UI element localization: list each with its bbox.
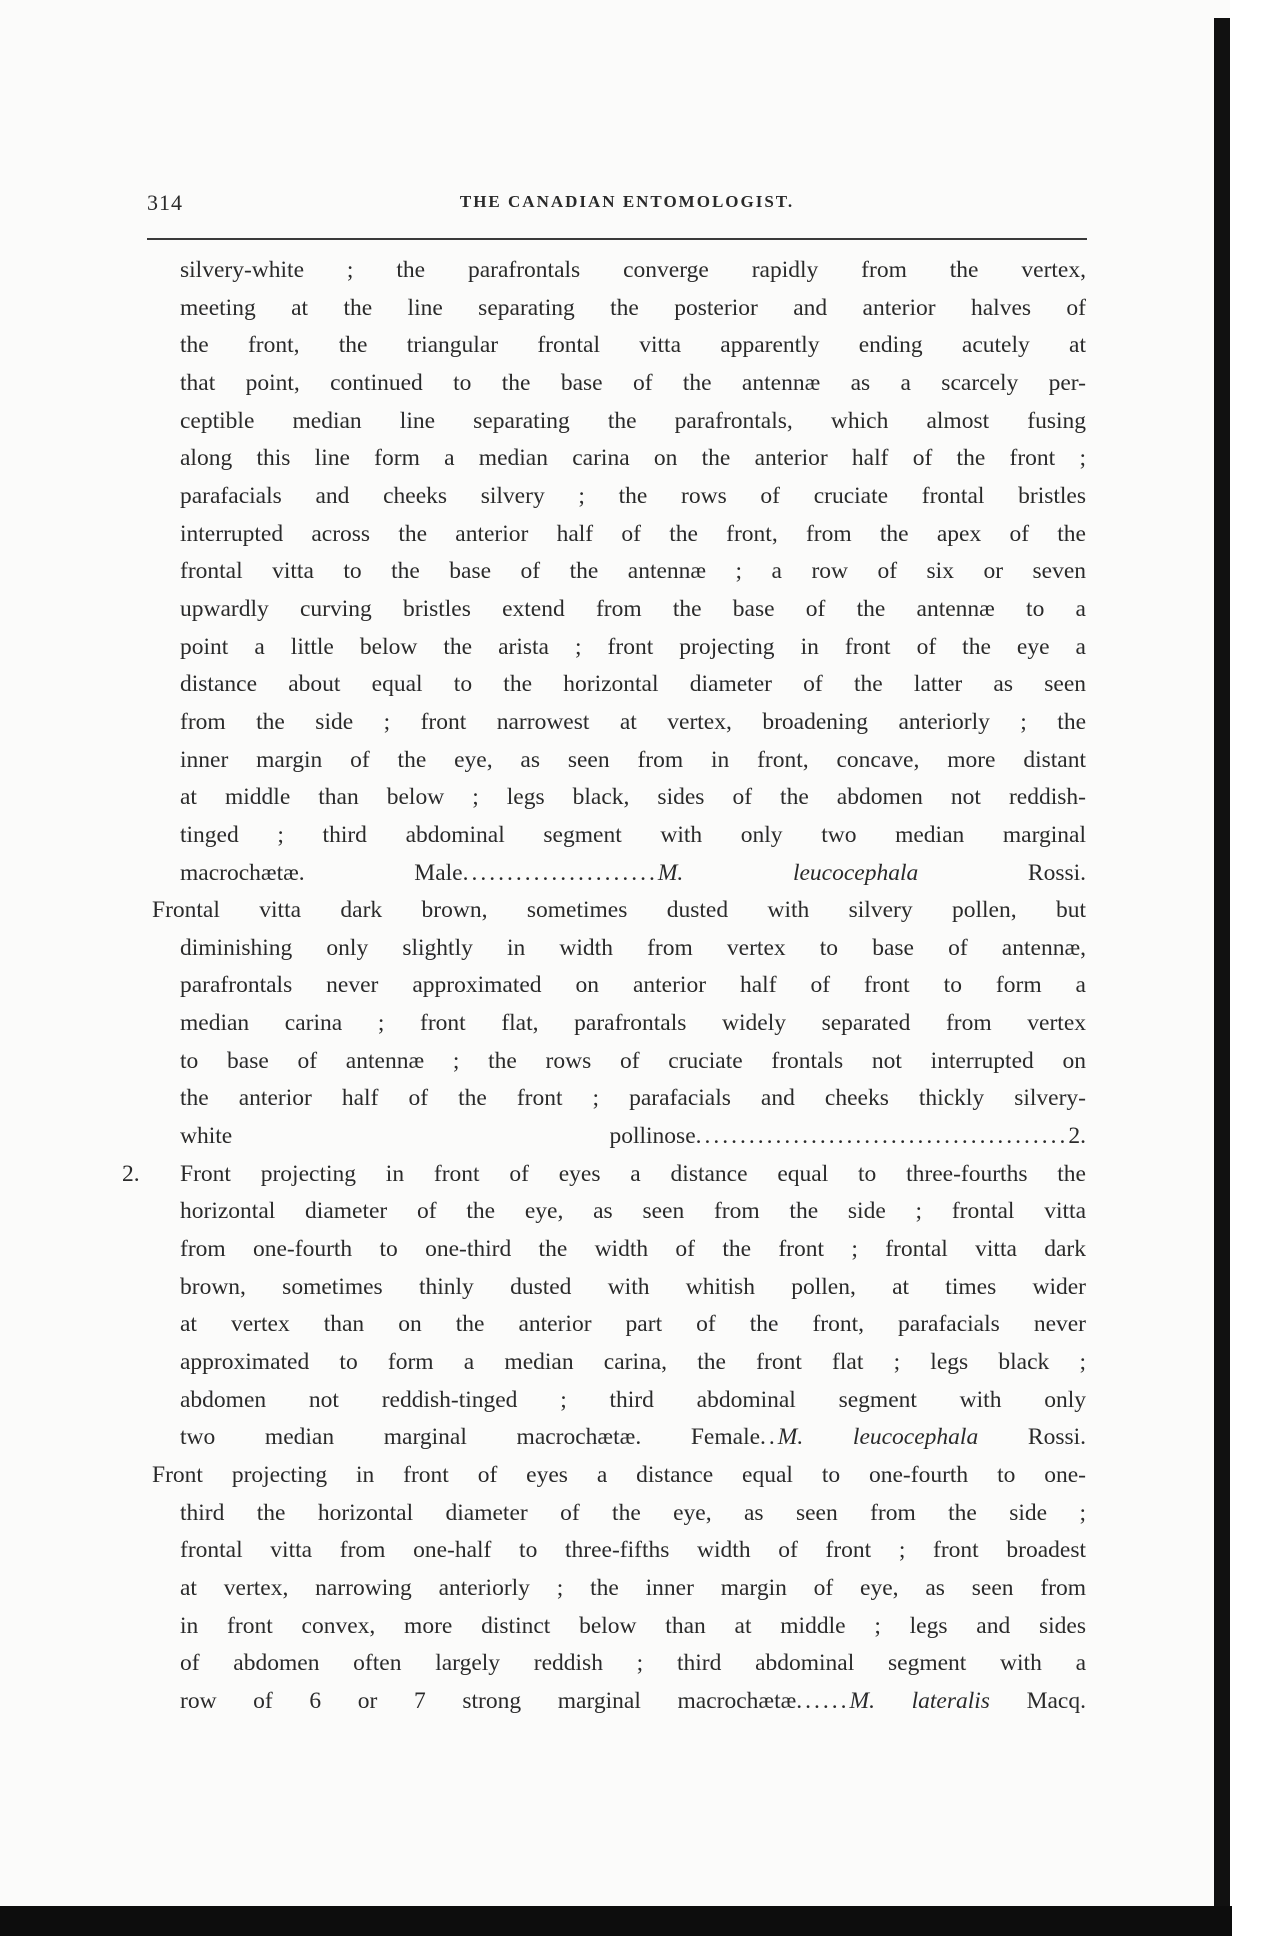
- text-line: frontal vitta from one-half to three-fifths width of front ; front broadest: [180, 1537, 1086, 1564]
- text-line: Frontal vitta dark brown, sometimes dusted with silvery pollen, but: [152, 897, 1086, 924]
- text-line: tinged ; third abdominal segment with only two median marginal: [180, 821, 1086, 848]
- page-header: [147, 190, 1087, 220]
- text-line: horizontal diameter of the eye, as seen from the side ; frontal vitta: [180, 1198, 1086, 1225]
- running-title: THE CANADIAN ENTOMOLOGIST.: [459, 192, 795, 211]
- page-edge-shadow: [1214, 18, 1230, 1908]
- header-rule: [147, 238, 1087, 240]
- text-line-final: [180, 1118, 1086, 1156]
- key-couplet-numbered: [122, 1156, 1087, 1457]
- text-line: meeting at the line separating the posterior and anterior halves of: [180, 294, 1086, 321]
- text-line: inner margin of the eye, as seen from in front, concave, more distant: [180, 746, 1086, 773]
- species-name: M. leucocephala: [777, 1424, 979, 1451]
- body-text: [122, 252, 1087, 1721]
- text-line: of abdomen often largely reddish ; third abdominal segment with a: [180, 1650, 1086, 1677]
- text-line: brown, sometimes thinly dusted with whitish pollen, at times wider: [180, 1273, 1086, 1300]
- dot-leader: ..: [760, 1424, 778, 1451]
- line-text: white pollinose: [180, 1123, 696, 1150]
- text-line: upwardly curving bristles extend from the base of the antennæ to a: [180, 595, 1086, 622]
- species-author: Rossi.: [1027, 1424, 1087, 1451]
- text-line: Front projecting in front of eyes a distance equal to three-fourths the: [180, 1160, 1086, 1187]
- text-line: that point, continued to the base of the antennæ as a scarcely per-: [180, 369, 1086, 396]
- dot-leader: ......: [796, 1687, 850, 1714]
- text-line: silvery-white ; the parafrontals converge rapidly from the vertex,: [180, 257, 1086, 283]
- key-couplet: [152, 1457, 1086, 1721]
- couplet-number: 2.: [122, 1160, 140, 1187]
- dot-leader: ..........................................: [695, 1123, 1069, 1150]
- text-line: point a little below the arista ; front projecting in front of the eye a: [180, 633, 1086, 660]
- line-text: two median marginal macrochætæ. Female: [180, 1424, 761, 1451]
- text-line-final: [180, 1683, 1086, 1721]
- text-line: along this line form a median carina on the anterior half of the front ;: [180, 445, 1086, 472]
- text-line: at vertex than on the anterior part of the front, parafacials never: [180, 1311, 1086, 1338]
- species-author: Macq.: [1026, 1687, 1086, 1714]
- text-line-final: [180, 855, 1086, 893]
- dot-leader: ......................: [462, 859, 658, 886]
- text-line: parafacials and cheeks silvery ; the rows of cruciate frontal bristles: [180, 482, 1086, 509]
- text-line: at middle than below ; legs black, sides of the abdomen not reddish-: [180, 784, 1086, 811]
- line-text: row of 6 or 7 strong marginal macrochætæ: [180, 1687, 797, 1714]
- text-line: the front, the triangular frontal vitta apparently ending acutely at: [180, 332, 1086, 359]
- key-couplet: [152, 892, 1086, 1156]
- scan-margin: [1230, 0, 1288, 1936]
- text-line: third the horizontal diameter of the eye, as seen from the side ;: [180, 1499, 1086, 1526]
- text-line: the anterior half of the front ; parafacials and cheeks thickly silvery-: [180, 1085, 1086, 1112]
- text-line: interrupted across the anterior half of the front, from the apex of the: [180, 520, 1086, 547]
- key-reference: 2.: [1068, 1123, 1086, 1150]
- text-line: to base of antennæ ; the rows of cruciate frontals not interrupted on: [180, 1047, 1086, 1074]
- text-line: from the side ; front narrowest at vertex, broadening anteriorly ; the: [180, 708, 1086, 735]
- text-line-final: [180, 1419, 1086, 1457]
- text-line: distance about equal to the horizontal diameter of the latter as seen: [180, 671, 1086, 698]
- text-line: abdomen not reddish-tinged ; third abdominal segment with only: [180, 1386, 1086, 1413]
- text-line: diminishing only slightly in width from vertex to base of antennæ,: [180, 934, 1086, 961]
- text-line: in front convex, more distinct below than at middle ; legs and sides: [180, 1612, 1086, 1639]
- species-name: M. leucocephala: [657, 859, 919, 886]
- text-line: at vertex, narrowing anteriorly ; the inner margin of eye, as seen from: [180, 1574, 1086, 1601]
- line-text: macrochætæ. Male: [180, 859, 463, 886]
- page-number: 314: [147, 190, 183, 215]
- text-line: median carina ; front flat, parafrontals widely separated from vertex: [180, 1010, 1086, 1037]
- species-author: Rossi.: [1027, 859, 1087, 886]
- text-line: frontal vitta to the base of the antennæ ; a row of six or seven: [180, 558, 1086, 585]
- species-name: M. lateralis: [849, 1687, 990, 1714]
- page-bottom-shadow: [0, 1906, 1232, 1936]
- text-line: approximated to form a median carina, the front flat ; legs black ;: [180, 1349, 1086, 1376]
- text-line: parafrontals never approximated on anterior half of front to form a: [180, 972, 1086, 999]
- text-line: Front projecting in front of eyes a distance equal to one-fourth to one-: [152, 1462, 1086, 1488]
- text-line: ceptible median line separating the parafrontals, which almost fusing: [180, 407, 1086, 434]
- text-line: from one-fourth to one-third the width of the front ; frontal vitta dark: [180, 1236, 1086, 1263]
- paragraph-continuation: [180, 252, 1086, 892]
